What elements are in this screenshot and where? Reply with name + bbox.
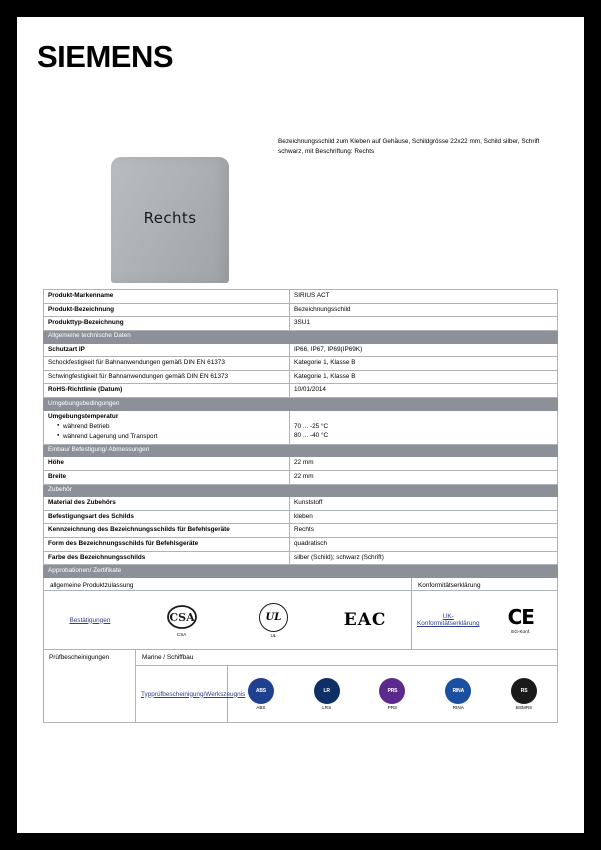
lrs-badge-icon <box>314 678 340 704</box>
cert-ce <box>485 604 558 634</box>
section-header-environment <box>44 398 558 411</box>
ul-icon: UL <box>259 603 288 632</box>
approvals-conformity-body <box>412 591 557 649</box>
section-header-mounting <box>44 444 558 457</box>
badge-caption: LRS <box>322 705 332 711</box>
badge-lrs <box>294 678 360 710</box>
approvals-block <box>43 578 558 650</box>
bestaetigungen-link[interactable]: Bestätigungen <box>69 616 111 624</box>
table-row <box>44 384 558 398</box>
plate-label: Rechts <box>143 209 197 227</box>
approvals-general-body <box>44 591 411 649</box>
spec-value: kleben <box>290 510 558 524</box>
spec-value: Kunststoff <box>290 497 558 511</box>
abs-badge-icon <box>248 678 274 704</box>
spec-value: IP66, IP67, IP69(IP69K) <box>290 343 558 357</box>
spec-label: Schwingfestigkeit für Bahnanwendungen gemäß DIN EN 61373 <box>44 370 290 384</box>
spec-value: silber (Schild); schwarz (Schrift) <box>290 551 558 565</box>
approvals-conformity-header: Konformitätserklärung <box>412 578 557 591</box>
cert-caption: EG-Konf. <box>511 628 531 634</box>
list-item: ● während Betrieb <box>57 422 285 432</box>
marine-header: Marine / Schiffbau <box>136 650 557 666</box>
spec-value: 22 mm <box>290 457 558 471</box>
table-row <box>44 497 558 511</box>
table-row <box>44 357 558 371</box>
spec-label: Schutzart IP <box>44 343 290 357</box>
typpruefbescheinigung-link[interactable]: Typprüfbescheinigung/Werkszeugnis <box>141 690 246 698</box>
cert-link-cell <box>44 617 136 624</box>
product-image <box>43 137 268 287</box>
spec-sublist <box>48 422 285 441</box>
table-row <box>44 370 558 384</box>
cert-caption: UL <box>270 632 277 638</box>
bsmrs-badge-icon <box>511 678 537 704</box>
table-row <box>44 303 558 317</box>
certificate-row <box>44 591 411 649</box>
spec-label-text: Umgebungstemperatur <box>48 412 119 420</box>
product-overview <box>43 137 558 289</box>
uk-link-cell <box>412 613 485 627</box>
table-row <box>44 317 558 331</box>
badge-text: LR <box>323 688 330 695</box>
table-row <box>44 524 558 538</box>
cert-caption: CSA <box>176 631 187 637</box>
spec-label: Farbe des Bezeichnungsschilds <box>44 551 290 565</box>
badge-prs <box>360 678 426 710</box>
marine-block <box>43 650 558 723</box>
label-plate-icon <box>111 157 229 283</box>
siemens-logo: SIEMENS <box>37 39 174 74</box>
cert-eac <box>319 609 411 630</box>
badge-abs <box>228 678 294 710</box>
list-item: ● während Lagerung und Transport <box>57 432 285 442</box>
datasheet-page <box>17 17 584 833</box>
approvals-general <box>44 578 412 649</box>
table-row <box>44 343 558 357</box>
eac-icon: EAC <box>343 609 387 630</box>
cert-ul <box>228 603 320 638</box>
spec-label <box>44 410 290 444</box>
spec-value: 22 mm <box>290 470 558 484</box>
spec-value-line: 70 ... -25 °C <box>294 422 329 430</box>
section-label: Einbau/ Befestigung/ Abmessungen <box>44 444 558 457</box>
badge-caption: BSMRS <box>515 705 533 711</box>
spec-value: SIRIUS ACT <box>290 290 558 304</box>
pruefbescheinigungen-label: Prüfbescheinigungen <box>44 650 136 722</box>
approvals-conformity <box>412 578 557 649</box>
badge-caption: RINA <box>452 705 464 711</box>
svg-text:CSA: CSA <box>169 610 195 624</box>
spec-value: Kategorie 1, Klasse B <box>290 370 558 384</box>
badge-caption: PRS <box>387 705 398 711</box>
badge-text: RS <box>520 688 528 695</box>
section-header-general <box>44 330 558 343</box>
section-header-accessories <box>44 484 558 497</box>
spec-value <box>290 410 558 444</box>
section-label: Allgemeine technische Daten <box>44 330 558 343</box>
rina-badge-icon <box>445 678 471 704</box>
spec-value: 10/01/2014 <box>290 384 558 398</box>
badge-text: ABS <box>255 688 266 695</box>
csa-icon <box>165 604 199 630</box>
table-row <box>44 470 558 484</box>
spec-label: Form des Bezeichnungsschilds für Befehlsgeräte <box>44 538 290 552</box>
spec-label: Material des Zubehörs <box>44 497 290 511</box>
spec-value: Kategorie 1, Klasse B <box>290 357 558 371</box>
spec-label: Produkttyp-Bezeichnung <box>44 317 290 331</box>
section-label: Zubehör <box>44 484 558 497</box>
product-description: Bezeichnungsschild zum Kleben auf Gehäuse, Schildgrösse 22x22 mm, Schild silber, Schrift schwarz, mit Beschriftung: Rechts <box>278 138 540 155</box>
spec-value-line: 80 ... -40 °C <box>294 432 329 440</box>
spec-label: Breite <box>44 470 290 484</box>
cert-csa <box>136 604 228 637</box>
spec-value: quadratisch <box>290 538 558 552</box>
marine-body <box>136 666 557 722</box>
spec-value: 3SU1 <box>290 317 558 331</box>
table-row <box>44 290 558 304</box>
spec-value: Bezeichnungsschild <box>290 303 558 317</box>
approvals-general-header: allgemeine Produktzulassung <box>44 578 411 591</box>
spec-label: RoHS-Richtlinie (Datum) <box>44 384 290 398</box>
badge-caption: ABS <box>256 705 266 711</box>
spec-label: Kennzeichnung des Bezeichnungsschilds für Befehlsgeräte <box>44 524 290 538</box>
prs-badge-icon <box>379 678 405 704</box>
certificate-row <box>412 591 557 649</box>
badge-bsmrs <box>491 678 557 710</box>
marine-section <box>136 650 557 722</box>
table-row <box>44 551 558 565</box>
spec-value: Rechts <box>290 524 558 538</box>
spec-label: Höhe <box>44 457 290 471</box>
table-row <box>44 457 558 471</box>
spec-label: Produkt-Bezeichnung <box>44 303 290 317</box>
marine-badges <box>228 678 557 710</box>
spec-label: Produkt-Markenname <box>44 290 290 304</box>
datasheet-content <box>43 137 558 723</box>
marine-link-cell <box>136 666 246 722</box>
uk-conformity-link[interactable]: UK-Konformitätserklärung <box>416 613 480 628</box>
spec-label: Schockfestigkeit für Bahnanwendungen gemäß DIN EN 61373 <box>44 357 290 371</box>
section-header-approvals <box>44 565 558 578</box>
badge-rina <box>425 678 491 710</box>
ce-icon: CE <box>507 604 534 629</box>
section-label: Umgebungsbedingungen <box>44 398 558 411</box>
table-row <box>44 538 558 552</box>
spec-label: Befestigungsart des Schilds <box>44 510 290 524</box>
section-label: Approbationen/ Zertifikate <box>44 565 558 578</box>
table-row <box>44 410 558 444</box>
table-row <box>44 510 558 524</box>
badge-text: PRS <box>387 688 398 695</box>
specification-table <box>43 289 558 578</box>
csa-svg <box>165 604 199 630</box>
badge-text: RINA <box>452 688 464 695</box>
